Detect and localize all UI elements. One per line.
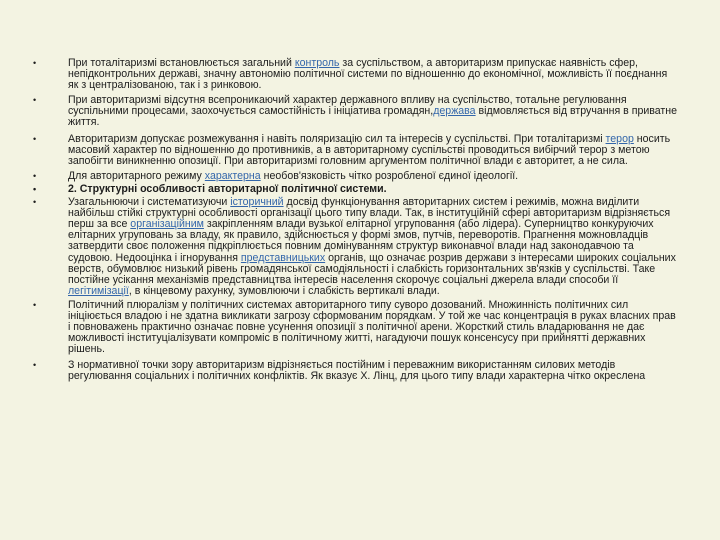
- text-run: З нормативної точки зору авторитаризм відрізняється постійним і переважним використанням силових методів регулювання соціальних і політичних конфліктів. Як вказує Х. Лінц, для цього типу влади характерна чітко окреслена: [68, 359, 646, 383]
- bullet-icon: •: [33, 299, 37, 310]
- paragraph-text: [68, 58, 678, 91]
- paragraph-text: [68, 171, 678, 182]
- text-run: Авторитаризм допускає розмежування і навіть поляризацію сил та інтересів у суспільстві. При тоталітаризмі: [68, 132, 606, 145]
- text-run: закріпленням влади вузької елітарної угруповання (або лідера). Суперництво конкуруючих елітарних угруповань за владу, як правило, здійснюється у формі змов, путчів, переворотів. Прагнення можновладців затвердити своє положення підкріплюється повним домінуванням структур виконавчої влади над законодавчою та судовою. Недооцінка і ігнорування: [68, 218, 654, 264]
- paragraph-text: [68, 95, 678, 128]
- bullet-icon: •: [33, 58, 37, 68]
- bullet-icon: •: [33, 95, 37, 106]
- inline-link[interactable]: контроль: [294, 57, 340, 69]
- text-run: Для авторитарного режиму: [68, 169, 205, 182]
- text-run: органів, що означає розрив держави з інтересами широких соціальних верств, обумовлює низький рівень громадянської самодіяльності і слабкість горизонтальних зв'язків у суспільстві. Таке постійне усікання механізмів представництва інтересів населення скорочує соціальні джерела влади способи її: [68, 251, 676, 286]
- inline-link[interactable]: держава: [433, 105, 476, 118]
- bullet-paragraph: [28, 58, 678, 91]
- text-run: за суспільством, а авторитаризм припускає наявність сфер, непідконтрольних державі, значну автономію політичної системи по відношенню до економічної, можливість її поєднання як з централізованою, так і з ринковою.: [68, 57, 668, 92]
- bullet-paragraph: [28, 197, 678, 297]
- inline-link[interactable]: характерна: [204, 169, 261, 182]
- text-run: досвід функціонування авторитарних систем і режимів, можна виділити найбільш стійкі структурні особливості організації цього типу влади. Так, в інституційній сфері авторитаризм відрізняється перш за все: [68, 196, 671, 231]
- bullet-paragraph: [28, 360, 678, 382]
- bullet-icon: •: [33, 183, 37, 194]
- inline-link[interactable]: терор: [605, 132, 634, 145]
- text-run: Узагальнюючи і систематизуючи: [68, 196, 231, 209]
- text-run: відмовляється від втручання в приватне життя.: [68, 105, 678, 129]
- paragraph-text: [68, 184, 678, 195]
- inline-link[interactable]: представницьких: [240, 251, 326, 264]
- inline-link[interactable]: організаційним: [130, 218, 204, 231]
- bullet-icon: •: [33, 170, 37, 181]
- bullet-list: [28, 55, 678, 383]
- bullet-paragraph: [28, 184, 678, 195]
- paragraph-text: [68, 300, 678, 355]
- inline-link[interactable]: історичний: [230, 196, 284, 209]
- paragraph-text: [68, 134, 678, 167]
- paragraph-text: [68, 197, 678, 297]
- bullet-paragraph: [28, 171, 678, 182]
- bullet-paragraph: [28, 134, 678, 167]
- text-run: При авторитаризмі відсутня всепроникаючий характер державного впливу на суспільство, тотальне регулювання суспільними процесами, заохочується самостійність і ініціатива громадян,: [68, 94, 627, 118]
- inline-link[interactable]: легітимізації: [68, 284, 129, 297]
- bullet-paragraph: [28, 95, 678, 128]
- bullet-paragraph: [28, 300, 678, 355]
- bullet-icon: •: [33, 197, 37, 208]
- text-run: необов'язковість чітко розробленої єдиної ідеології.: [260, 169, 519, 182]
- bullet-icon: •: [33, 360, 37, 371]
- text-run: носить масовий характер по відношенню до противників, а в авторитарному суспільстві проводиться вибірчий терор з метою запобігти виникненню опозиції. При авторитаризмі головним аргументом політичної влади є авторитет, а не сила.: [68, 132, 671, 167]
- text-run: При тоталітаризмі встановлюється загальний: [68, 57, 295, 69]
- paragraph-text: [68, 360, 678, 382]
- bullet-icon: •: [33, 133, 37, 144]
- text-run: 2. Структурні особливості авторитарної політичної системи.: [68, 182, 387, 195]
- text-run: , в кінцевому рахунку, зумовлюючи і слабкість вертикалі влади.: [128, 284, 440, 297]
- text-run: Політичний плюралізм у політичних системах авторитарного типу суворо дозований. Множинність політичних сил ініціюється владою і не здатна викликати загрозу сформованим порядкам. У той же час концентрація в руках власних прав і повноважень практично означає повне усунення опозиції з політичної арени. Жорсткий стиль владарювання не дає можливості інституціалізувати компроміс в політичному житті, нагадуючи пошук консенсусу при прийнятті державних рішень.: [68, 298, 676, 356]
